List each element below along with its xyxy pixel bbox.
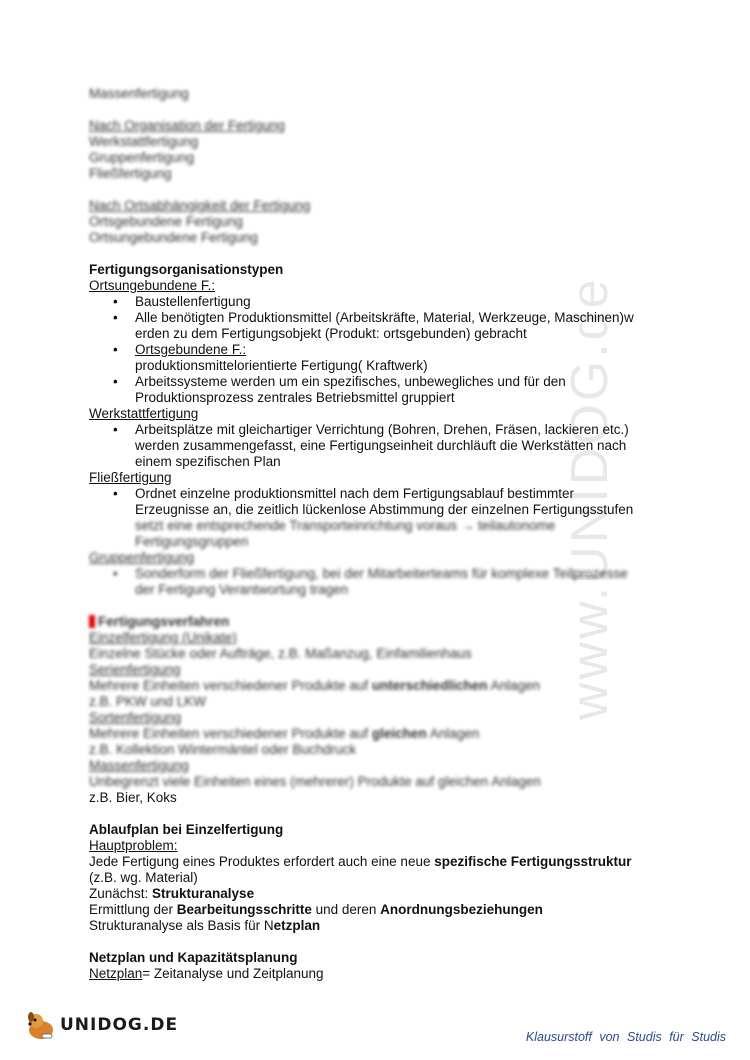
subheading: Hauptproblem:: [89, 838, 178, 853]
section-title: Ablaufplan bei Einzelfertigung: [89, 822, 284, 837]
bullet-text: Arbeitsplätze mit gleichartiger Verrichtung (Bohren, Drehen, Fräsen, lackieren etc.): [135, 422, 629, 437]
bullet-item: [89, 294, 689, 310]
subheading: Nach Organisation der Fertigung: [89, 118, 285, 133]
bullet-text: der Fertigung Verantwortung tragen: [135, 582, 349, 597]
subheading: Einzelfertigung (Unikate): [89, 630, 237, 645]
bullet-dot: •: [113, 342, 118, 357]
bullet-item: [89, 374, 689, 406]
blurred-top-block: [89, 86, 689, 246]
text-line: Einzelne Stücke oder Aufträge, z.B. Maßanzug, Einfamilienhaus: [89, 646, 472, 661]
subheading: Sortenfertigung: [89, 710, 182, 725]
document-page: [89, 86, 689, 982]
section-title: Netzplan und Kapazitätsplanung: [89, 950, 298, 965]
bullet-text: Arbeitssysteme werden um ein spezifisches, unbewegliches und für den: [135, 374, 566, 389]
bullet-dot: •: [113, 374, 118, 389]
bullet-text: Erzeugnisse an, die zeitlich lückenlose Abstimmung der einzelnen Fertigungsstufen: [135, 502, 634, 517]
bullet-item: [89, 310, 689, 342]
bullet-text: produktionsmittelorientierte Fertigung( Kraftwerk): [135, 358, 428, 373]
bullet-text: Ortsgebundene F.:: [135, 342, 247, 357]
section-title: Fertigungsverfahren: [89, 614, 689, 630]
text-line: z.B. PKW und LKW: [89, 694, 207, 709]
bullet-dot: •: [113, 486, 118, 501]
watermark: www.UNIDOG.de: [561, 276, 619, 720]
bullet-dot: •: [113, 294, 118, 309]
bullet-dot: •: [113, 422, 118, 437]
text-line: (z.B. wg. Material): [89, 870, 198, 885]
bullet-text: Alle benötigten Produktionsmittel (Arbeitskräfte, Material, Werkzeuge, Maschinen)w: [135, 310, 634, 325]
subheading: Massenfertigung: [89, 758, 189, 773]
bullet-item: [89, 342, 689, 374]
text-line: z.B. Kollektion Wintermäntel oder Buchdruck: [89, 742, 357, 757]
blurred-section-fertigungsverfahren: [89, 614, 689, 790]
dog-icon: [24, 1008, 58, 1042]
bullet-text-blurred: setzt eine entsprechende Transporteinrichtung voraus → teilautonome: [135, 518, 556, 533]
subheading: Serienfertigung: [89, 662, 181, 677]
text-line: Ermittlung der Bearbeitungsschritte und deren Anordnungsbeziehungen: [89, 902, 543, 917]
text-line: Netzplan= Zeitanalyse und Zeitplanung: [89, 966, 324, 981]
bullet-text: Sonderform der Fließfertigung, bei der Mitarbeiterteams für komplexe Teilprozesse: [135, 566, 628, 581]
text-line: Jede Fertigung eines Produktes erfordert auch eine neue spezifische Fertigungsstruktur: [89, 854, 632, 869]
bullet-text: werden zusammengefasst, eine Fertigungseinheit durchläuft die Werkstätten nach: [135, 438, 627, 453]
unidog-logo[interactable]: [24, 1008, 178, 1042]
subheading: Ortsungebundene F.:: [89, 278, 216, 293]
footer-tagline: Klausurstoff von Studis für Studis: [525, 1030, 726, 1044]
text-line: Ortsungebundene Fertigung: [89, 230, 258, 245]
text-line: Mehrere Einheiten verschiedener Produkte auf unterschiedlichen Anlagen: [89, 678, 541, 693]
bullet-item: [89, 486, 689, 550]
bullet-item: [89, 422, 689, 470]
text-line: Ortsgebundene Fertigung: [89, 214, 243, 229]
bullet-text: Ordnet einzelne produktionsmittel nach dem Fertigungsablauf bestimmter: [135, 486, 574, 501]
text-line: z.B. Bier, Koks: [89, 790, 177, 805]
text-line: Werkstattfertigung: [89, 134, 199, 149]
bullet-item: [89, 566, 689, 598]
text-line: Gruppenfertigung: [89, 150, 195, 165]
text-line: Unbegrenzt viele Einheiten eines (mehrerer) Produkte auf gleichen Anlagen: [89, 774, 541, 789]
subheading: Nach Ortsabhängigkeit der Fertigung: [89, 198, 311, 213]
bullet-text: Baustellenfertigung: [135, 294, 251, 309]
text-line: Mehrere Einheiten verschiedener Produkte auf gleichen Anlagen: [89, 726, 480, 741]
bullet-dot: •: [113, 566, 118, 581]
bullet-text-blurred: Fertigungsgruppen: [135, 534, 249, 549]
highlight-mark: [89, 615, 95, 628]
bullet-text: einem spezifischen Plan: [135, 454, 281, 469]
section-title: Fertigungsorganisationstypen: [89, 262, 284, 277]
text-line: Massenfertigung: [89, 86, 189, 101]
subheading: Werkstattfertigung: [89, 406, 199, 421]
text-line: Strukturanalyse als Basis für Netzplan: [89, 918, 321, 933]
text-line: Zunächst: Strukturanalyse: [89, 886, 255, 901]
subheading: Gruppenfertigung: [89, 550, 195, 565]
logo-text: UNIDOG.DE: [60, 1015, 179, 1035]
bullet-text: erden zu dem Fertigungsobjekt (Produkt: ortsgebunden) gebracht: [135, 326, 527, 341]
text-line: Fließfertigung: [89, 166, 172, 181]
bullet-text: Produktionsprozess zentrales Betriebsmittel gruppiert: [135, 390, 455, 405]
bullet-dot: •: [113, 310, 118, 325]
subheading: Fließfertigung: [89, 470, 172, 485]
